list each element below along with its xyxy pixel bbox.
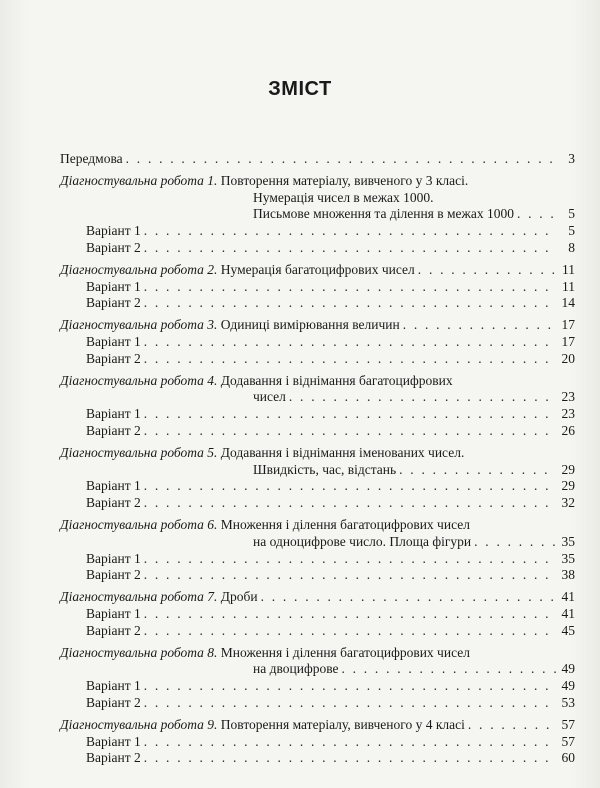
toc-row xyxy=(60,173,575,190)
toc-row xyxy=(60,534,575,551)
toc-row xyxy=(60,717,575,734)
dot-leader xyxy=(289,389,556,406)
toc-row-variant-1 xyxy=(60,223,575,240)
dot-leader xyxy=(144,351,556,368)
work-title-line: Множення і ділення багатоцифрових чисел xyxy=(220,644,470,660)
dot-leader xyxy=(517,206,556,223)
dot-leader xyxy=(261,589,556,606)
page-number: 23 xyxy=(561,389,575,405)
toc-row xyxy=(60,151,575,168)
toc-row xyxy=(60,389,575,406)
variant-1-label: Варіант 1 xyxy=(86,478,141,494)
toc-row xyxy=(60,206,575,223)
toc-work-7 xyxy=(60,589,575,639)
work-title-line: Нумерація чисел в межах 1000. xyxy=(253,189,434,205)
toc-preface xyxy=(60,151,575,168)
dot-leader xyxy=(399,462,556,479)
toc-row-variant-2 xyxy=(60,695,575,712)
work-prefix: Діагностувальна робота 1. xyxy=(60,172,218,188)
dot-leader xyxy=(403,317,556,334)
dot-leader xyxy=(144,551,556,568)
work-title-line: Повторення матеріалу, вивченого у 3 класі. xyxy=(220,172,469,188)
work-title-line: Дроби xyxy=(220,589,258,605)
variant-1-label: Варіант 1 xyxy=(86,605,141,621)
toc-work-8 xyxy=(60,645,575,712)
toc-work-1 xyxy=(60,173,575,257)
toc-row-variant-1 xyxy=(60,678,575,695)
page-number: 53 xyxy=(561,694,575,710)
toc-work-6 xyxy=(60,517,575,584)
variant-2-label: Варіант 2 xyxy=(86,239,141,255)
toc-work-2 xyxy=(60,262,575,312)
page-number: 57 xyxy=(561,733,575,749)
page-number: 8 xyxy=(568,239,575,255)
toc-row-variant-1 xyxy=(60,734,575,751)
page-number: 32 xyxy=(561,495,575,511)
variant-1-label: Варіант 1 xyxy=(86,550,141,566)
toc-row xyxy=(60,445,575,462)
toc-work-3 xyxy=(60,317,575,367)
toc-row-variant-2 xyxy=(60,623,575,640)
work-title-line: Додавання і віднімання багатоцифрових xyxy=(220,372,453,388)
dot-leader xyxy=(144,734,556,751)
work-prefix: Діагностувальна робота 5. xyxy=(60,444,218,460)
work-title-line: Додавання і віднімання іменованих чисел. xyxy=(220,444,465,460)
page-number: 49 xyxy=(561,661,575,677)
toc-work-5 xyxy=(60,445,575,512)
toc-row xyxy=(60,661,575,678)
dot-leader xyxy=(468,717,556,734)
dot-leader xyxy=(144,295,556,312)
variant-2-label: Варіант 2 xyxy=(86,495,141,511)
page-number: 5 xyxy=(568,206,575,222)
variant-2-label: Варіант 2 xyxy=(86,350,141,366)
toc-row-variant-1 xyxy=(60,478,575,495)
work-prefix: Діагностувальна робота 4. xyxy=(60,372,218,388)
toc-row xyxy=(60,262,575,279)
dot-leader xyxy=(144,750,556,767)
toc-row xyxy=(60,373,575,390)
page-number: 14 xyxy=(561,295,575,311)
page-number: 35 xyxy=(561,533,575,549)
work-title-line: Множення і ділення багатоцифрових чисел xyxy=(220,516,470,532)
work-title-line: на одноцифрове число. Площа фігури xyxy=(253,533,472,549)
variant-2-label: Варіант 2 xyxy=(86,567,141,583)
work-prefix: Діагностувальна робота 9. xyxy=(60,716,218,732)
work-prefix: Діагностувальна робота 7. xyxy=(60,589,218,605)
dot-leader xyxy=(144,279,556,296)
toc-row xyxy=(60,317,575,334)
dot-leader xyxy=(474,534,556,551)
toc-work-4 xyxy=(60,373,575,440)
toc-row-variant-2 xyxy=(60,567,575,584)
dot-leader xyxy=(144,223,556,240)
work-title-line: Швидкість, час, відстань xyxy=(253,461,397,477)
toc-row-variant-2 xyxy=(60,750,575,767)
toc-work-9 xyxy=(60,717,575,767)
variant-1-label: Варіант 1 xyxy=(86,223,141,239)
dot-leader xyxy=(341,661,556,678)
work-title-line: на двоцифрове xyxy=(253,661,339,677)
page-number: 41 xyxy=(561,589,575,605)
page-title: ЗМІСТ xyxy=(268,78,332,100)
dot-leader xyxy=(144,478,556,495)
page-number: 26 xyxy=(561,422,575,438)
toc-row-variant-2 xyxy=(60,295,575,312)
toc-row-variant-1 xyxy=(60,606,575,623)
page-number: 45 xyxy=(561,622,575,638)
work-prefix: Діагностувальна робота 8. xyxy=(60,644,218,660)
work-title-line: Повторення матеріалу, вивченого у 4 класі xyxy=(220,716,465,732)
page-number: 5 xyxy=(568,223,575,239)
toc-works xyxy=(60,173,575,767)
toc-row-variant-2 xyxy=(60,423,575,440)
dot-leader xyxy=(144,567,556,584)
toc-row-variant-1 xyxy=(60,551,575,568)
work-title-line: чисел xyxy=(253,389,286,405)
variant-1-label: Варіант 1 xyxy=(86,406,141,422)
variant-2-label: Варіант 2 xyxy=(86,422,141,438)
dot-leader xyxy=(144,334,556,351)
variant-1-label: Варіант 1 xyxy=(86,278,141,294)
dot-leader xyxy=(144,678,556,695)
variant-1-label: Варіант 1 xyxy=(86,733,141,749)
toc-row-variant-2 xyxy=(60,240,575,257)
dot-leader xyxy=(144,423,556,440)
page-number: 38 xyxy=(561,567,575,583)
toc-row-variant-1 xyxy=(60,279,575,296)
page-number: 20 xyxy=(561,350,575,366)
page-number: 35 xyxy=(561,550,575,566)
page-number: 29 xyxy=(561,478,575,494)
dot-leader xyxy=(126,151,556,168)
toc-row-variant-1 xyxy=(60,334,575,351)
work-prefix: Діагностувальна робота 2. xyxy=(60,261,218,277)
dot-leader xyxy=(144,495,556,512)
toc-row xyxy=(60,645,575,662)
page-number: 29 xyxy=(561,461,575,477)
dot-leader xyxy=(144,240,556,257)
toc-label: Передмова xyxy=(60,151,123,166)
dot-leader xyxy=(144,406,556,423)
work-title-line: Одиниці вимірювання величин xyxy=(220,317,400,333)
page-number: 41 xyxy=(561,605,575,621)
table-of-contents xyxy=(60,151,575,772)
dot-leader xyxy=(144,695,556,712)
variant-1-label: Варіант 1 xyxy=(86,678,141,694)
page-number: 49 xyxy=(561,678,575,694)
page-number: 3 xyxy=(568,151,575,166)
work-prefix: Діагностувальна робота 6. xyxy=(60,516,218,532)
variant-2-label: Варіант 2 xyxy=(86,694,141,710)
toc-row-variant-2 xyxy=(60,495,575,512)
page-number: 11 xyxy=(562,261,575,277)
dot-leader xyxy=(144,623,556,640)
dot-leader xyxy=(418,262,556,279)
toc-row xyxy=(60,462,575,479)
toc-row-variant-2 xyxy=(60,351,575,368)
dot-leader xyxy=(144,606,556,623)
page-number: 60 xyxy=(561,750,575,766)
work-title-line: Письмове множення та ділення в межах 1000 xyxy=(253,206,514,222)
variant-2-label: Варіант 2 xyxy=(86,622,141,638)
variant-2-label: Варіант 2 xyxy=(86,295,141,311)
toc-row xyxy=(60,589,575,606)
page-number: 11 xyxy=(562,278,575,294)
page-number: 57 xyxy=(561,716,575,732)
toc-row xyxy=(60,517,575,534)
variant-2-label: Варіант 2 xyxy=(86,750,141,766)
page-number: 23 xyxy=(561,406,575,422)
variant-1-label: Варіант 1 xyxy=(86,333,141,349)
toc-row xyxy=(60,190,575,207)
toc-row-variant-1 xyxy=(60,406,575,423)
page-number: 17 xyxy=(561,317,575,333)
page-number: 17 xyxy=(561,333,575,349)
work-title-line: Нумерація багатоцифрових чисел xyxy=(220,261,415,277)
work-prefix: Діагностувальна робота 3. xyxy=(60,317,218,333)
